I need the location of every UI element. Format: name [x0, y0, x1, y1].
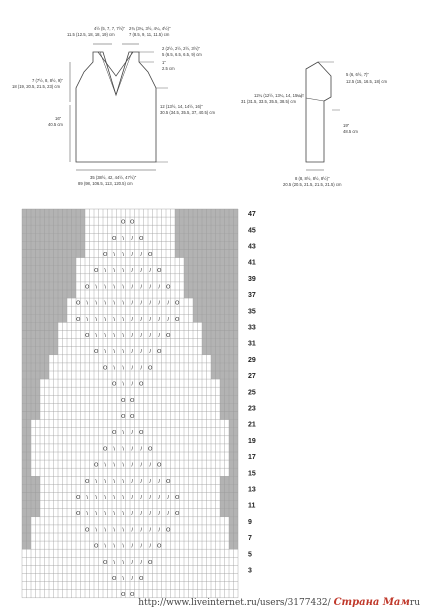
- stitch-symbol: /: [140, 349, 143, 356]
- vest-neck-depth-cm-label: 2.5 cm: [162, 66, 175, 71]
- stitch-symbol: /: [131, 365, 134, 372]
- stitch-symbol: /: [167, 316, 170, 323]
- stitch-symbol: \: [113, 268, 116, 275]
- stitch-symbol: O: [94, 349, 99, 356]
- row-number-label: 25: [248, 389, 256, 397]
- stitch-symbol: O: [148, 559, 153, 566]
- stitch-symbol: \: [113, 284, 116, 291]
- stitch-symbol: /: [131, 381, 134, 388]
- vest-top-width-label: 4½ (5, 7, 7, 7½)": [94, 26, 126, 31]
- stitch-symbol: O: [76, 494, 81, 501]
- stitch-symbol: /: [149, 300, 152, 307]
- stitch-symbol: \: [113, 332, 116, 339]
- stitch-symbol: /: [131, 430, 134, 437]
- stitch-symbol: O: [139, 430, 144, 437]
- row-number-label: 35: [248, 308, 256, 316]
- stitch-symbol: O: [121, 397, 126, 404]
- stitch-symbol: O: [139, 381, 144, 388]
- row-number-label: 5: [248, 551, 252, 559]
- vest-shoulder-drop-label: 2 (2½, 2½, 2½, 3½)": [162, 46, 201, 51]
- vest-neck-depth-label: 1": [162, 60, 166, 65]
- stitch-symbol: \: [113, 316, 116, 323]
- stitch-symbol: /: [140, 284, 143, 291]
- stitch-symbol: /: [149, 527, 152, 534]
- stitch-symbol: \: [104, 316, 107, 323]
- stitch-symbol: \: [86, 316, 89, 323]
- stitch-symbol: /: [149, 316, 152, 323]
- row-number-label: 41: [248, 259, 256, 267]
- stitch-symbol: /: [131, 494, 134, 501]
- stitch-symbol: /: [131, 235, 134, 242]
- stitch-symbol: \: [113, 300, 116, 307]
- row-number-label: 21: [248, 421, 256, 429]
- stitch-symbol: \: [122, 300, 125, 307]
- stitch-symbol: \: [122, 381, 125, 388]
- stitch-symbol: O: [85, 527, 90, 534]
- stitch-symbol: \: [95, 478, 98, 485]
- stitch-symbol: /: [158, 332, 161, 339]
- vest-hem-label: 35 (38½, 42, 44½, 47½)": [90, 175, 137, 180]
- row-number-label: 43: [248, 243, 256, 251]
- stitch-symbol: \: [122, 575, 125, 582]
- stitch-symbol: O: [157, 543, 162, 550]
- stitch-symbol: O: [175, 316, 180, 323]
- sleeve-cap-cm-label: 31 (31.5, 33.5, 35.5, 38.5) cm: [241, 99, 296, 104]
- stitch-symbol: O: [148, 365, 153, 372]
- stitch-symbol: \: [122, 543, 125, 550]
- row-number-label: 3: [248, 567, 252, 575]
- stitch-symbol: O: [175, 511, 180, 518]
- stitch-symbol: O: [103, 446, 108, 453]
- stitch-symbol: /: [158, 494, 161, 501]
- vest-length-label: 16": [55, 116, 62, 121]
- stitch-symbol: \: [113, 494, 116, 501]
- row-number-label: 37: [248, 292, 256, 300]
- stitch-symbol: /: [131, 559, 134, 566]
- stitch-symbol: \: [113, 527, 116, 534]
- row-number-label: 29: [248, 356, 256, 364]
- stitch-symbol: \: [95, 300, 98, 307]
- stitch-symbol: /: [140, 511, 143, 518]
- stitch-symbol: \: [122, 511, 125, 518]
- stitch-symbol: \: [113, 543, 116, 550]
- stitch-symbol: /: [140, 543, 143, 550]
- row-number-label: 33: [248, 324, 256, 332]
- stitch-symbol: \: [113, 511, 116, 518]
- vest-length-cm-label: 40.5 cm: [48, 122, 63, 127]
- stitch-symbol: \: [86, 494, 89, 501]
- stitch-symbol: O: [130, 219, 135, 226]
- stitch-symbol: /: [140, 462, 143, 469]
- stitch-symbol: O: [148, 446, 153, 453]
- stitch-symbol: \: [122, 251, 125, 258]
- stitch-symbol: /: [140, 527, 143, 534]
- stitch-symbol: /: [140, 559, 143, 566]
- stitch-symbol: /: [140, 446, 143, 453]
- vest-front-width-label: 12 (13½, 14, 14½, 16)": [160, 104, 203, 109]
- stitch-symbol: /: [158, 478, 161, 485]
- stitch-symbol: O: [112, 235, 117, 242]
- vest-hem-cm-label: 89 (98, 106.5, 113, 120.5) cm: [78, 181, 133, 186]
- stitch-symbol: O: [139, 575, 144, 582]
- stitch-symbol: \: [104, 300, 107, 307]
- stitch-symbol: O: [103, 559, 108, 566]
- stitch-symbol: /: [131, 316, 134, 323]
- stitch-symbol: O: [85, 332, 90, 339]
- sleeve-length-cm-label: 48.5 cm: [343, 129, 358, 134]
- stitch-symbol: /: [149, 543, 152, 550]
- stitch-symbol: \: [122, 478, 125, 485]
- stitch-symbol: O: [130, 592, 135, 599]
- stitch-symbol: \: [122, 462, 125, 469]
- stitch-symbol: \: [113, 365, 116, 372]
- stitch-symbol: O: [157, 462, 162, 469]
- row-number-label: 45: [248, 227, 256, 235]
- stitch-symbol: \: [104, 527, 107, 534]
- vest-schematic: [70, 44, 168, 170]
- stitch-symbol: \: [113, 559, 116, 566]
- stitch-symbol: O: [94, 462, 99, 469]
- vest-shoulder-cm-label: 7 (8.5, 9, 11, 11.5) cm: [129, 32, 170, 37]
- sleeve-top-cm-label: 12.5 (15, 16.5, 18) cm: [346, 79, 387, 84]
- stitch-symbol: O: [175, 300, 180, 307]
- vest-armhole-cm-label: 18 (19, 20.5, 21.5, 23) cm: [12, 84, 60, 89]
- stitch-symbol: O: [112, 381, 117, 388]
- stitch-symbol: /: [149, 332, 152, 339]
- stitch-symbol: /: [167, 511, 170, 518]
- stitch-symbol: \: [104, 478, 107, 485]
- stitch-symbol: O: [130, 397, 135, 404]
- stitch-symbol: \: [95, 316, 98, 323]
- row-number-label: 15: [248, 470, 256, 478]
- vest-shoulder-drop-cm-label: 5 (6.5, 6.5, 6.5, 9) cm: [162, 52, 202, 57]
- stitch-symbol: /: [131, 284, 134, 291]
- stitch-symbol: O: [76, 511, 81, 518]
- stitch-symbol: /: [131, 511, 134, 518]
- stitch-symbol: \: [104, 332, 107, 339]
- stitch-symbol: /: [149, 494, 152, 501]
- stitch-symbol: \: [104, 494, 107, 501]
- stitch-symbol: \: [122, 494, 125, 501]
- row-number-column: [248, 211, 256, 574]
- vest-shoulder-label: 2¾ (3¼, 3½, 4¼, 4½)": [129, 26, 171, 31]
- stitch-symbol: /: [149, 462, 152, 469]
- stitch-symbol: \: [95, 511, 98, 518]
- garment-schematic: [0, 0, 424, 200]
- stitch-symbol: /: [158, 300, 161, 307]
- stitch-symbol: \: [95, 527, 98, 534]
- stitch-symbol: O: [148, 251, 153, 258]
- stitch-symbol: /: [158, 284, 161, 291]
- stitch-symbol: /: [149, 284, 152, 291]
- stitch-symbol: \: [122, 559, 125, 566]
- stitch-symbol: /: [140, 365, 143, 372]
- stitch-symbol: \: [122, 284, 125, 291]
- stitch-symbol: /: [131, 446, 134, 453]
- stitch-symbol: \: [122, 365, 125, 372]
- stitch-symbol: O: [121, 219, 126, 226]
- stitch-symbol: /: [131, 268, 134, 275]
- stitch-symbol: O: [166, 478, 171, 485]
- vest-armhole-label: 7 (7½, 8, 8½, 9)": [32, 78, 64, 83]
- stitch-symbol: /: [167, 300, 170, 307]
- stitch-symbol: /: [140, 300, 143, 307]
- stitch-symbol: /: [140, 332, 143, 339]
- row-number-label: 9: [248, 518, 252, 526]
- sleeve-cuff-label: 8 (8, 8½, 8½, 8½)": [295, 176, 330, 181]
- stitch-symbol: \: [104, 268, 107, 275]
- row-number-label: 11: [248, 502, 256, 510]
- stitch-symbol: O: [157, 349, 162, 356]
- stitch-symbol: O: [157, 268, 162, 275]
- stitch-symbol: O: [166, 332, 171, 339]
- stitch-symbol: O: [139, 235, 144, 242]
- site-watermark: [138, 597, 420, 608]
- stitch-symbol: \: [104, 511, 107, 518]
- sleeve-top-label: 5 (6, 6½, 7)": [346, 72, 369, 77]
- stitch-symbol: \: [122, 235, 125, 242]
- stitch-symbol: \: [95, 332, 98, 339]
- stitch-symbol: O: [85, 284, 90, 291]
- stitch-symbol: O: [76, 300, 81, 307]
- stitch-symbol: \: [122, 446, 125, 453]
- stitch-symbol: /: [140, 251, 143, 258]
- stitch-symbol: /: [149, 511, 152, 518]
- stitch-symbol: O: [166, 527, 171, 534]
- knitting-chart: [0, 200, 424, 610]
- stitch-symbol: /: [131, 462, 134, 469]
- stitch-symbol: /: [158, 511, 161, 518]
- sleeve-schematic: [297, 62, 340, 170]
- stitch-symbol: /: [131, 332, 134, 339]
- stitch-symbol: /: [131, 300, 134, 307]
- vest-top-width-cm-label: 11.5 (12.5, 18, 18, 19) cm: [67, 32, 115, 37]
- stitch-symbol: O: [85, 478, 90, 485]
- stitch-symbol: /: [131, 349, 134, 356]
- row-number-label: 7: [248, 535, 252, 543]
- row-number-label: 27: [248, 373, 256, 381]
- stitch-symbol: \: [122, 430, 125, 437]
- stitch-symbol: \: [122, 527, 125, 534]
- stitch-symbol: \: [86, 300, 89, 307]
- stitch-symbol: O: [130, 413, 135, 420]
- stitch-symbol: O: [112, 430, 117, 437]
- stitch-symbol: \: [122, 268, 125, 275]
- stitch-symbol: \: [104, 349, 107, 356]
- stitch-symbol: /: [158, 316, 161, 323]
- stitch-symbol: O: [121, 413, 126, 420]
- stitch-symbol: O: [121, 592, 126, 599]
- stitch-symbol: \: [95, 284, 98, 291]
- stitch-symbol: \: [122, 349, 125, 356]
- sleeve-cuff-cm-label: 20.5 (20.5, 21.5, 21.5, 21.5) cm: [283, 182, 342, 187]
- stitch-symbol: /: [158, 527, 161, 534]
- stitch-symbol: \: [104, 284, 107, 291]
- row-number-label: 13: [248, 486, 256, 494]
- watermark-url: http://www.liveinternet.ru/users/3177432/: [138, 598, 331, 608]
- stitch-symbol: \: [113, 478, 116, 485]
- stitch-symbol: O: [175, 494, 180, 501]
- stitch-symbol: O: [94, 543, 99, 550]
- sleeve-length-label: 19": [343, 123, 350, 128]
- vest-front-width-cm-label: 30.5 (34.5, 35.5, 37, 40.5) cm: [160, 110, 215, 115]
- row-number-label: 47: [248, 211, 256, 219]
- watermark-brand-suffix: ru: [409, 598, 420, 608]
- stitch-symbol: \: [95, 494, 98, 501]
- sleeve-cap-label: 12¼ (12½, 13¼, 14, 15¼)": [254, 93, 304, 98]
- stitch-symbol: \: [113, 446, 116, 453]
- row-number-label: 39: [248, 275, 256, 283]
- stitch-symbol: O: [76, 316, 81, 323]
- stitch-symbol: \: [113, 349, 116, 356]
- stitch-symbol: /: [167, 494, 170, 501]
- stitch-symbol: /: [131, 527, 134, 534]
- stitch-symbol: /: [131, 543, 134, 550]
- stitch-symbol: /: [131, 251, 134, 258]
- row-number-label: 19: [248, 437, 256, 445]
- row-number-label: 17: [248, 454, 256, 462]
- watermark-brand: Страна Мам: [333, 597, 410, 608]
- stitch-symbol: /: [140, 316, 143, 323]
- stitch-symbol: /: [149, 349, 152, 356]
- stitch-symbol: \: [113, 462, 116, 469]
- stitch-symbol: /: [131, 478, 134, 485]
- row-number-label: 31: [248, 340, 256, 348]
- stitch-symbol: O: [94, 268, 99, 275]
- stitch-symbol: \: [104, 462, 107, 469]
- row-number-label: 23: [248, 405, 256, 413]
- stitch-symbol: \: [86, 511, 89, 518]
- stitch-symbol: \: [104, 543, 107, 550]
- stitch-symbol: O: [103, 365, 108, 372]
- stitch-symbol: /: [140, 478, 143, 485]
- stitch-symbol: /: [140, 268, 143, 275]
- stitch-symbol: \: [122, 316, 125, 323]
- stitch-symbol: /: [149, 268, 152, 275]
- stitch-symbol: O: [112, 575, 117, 582]
- stitch-symbol: O: [166, 284, 171, 291]
- stitch-symbol: /: [149, 478, 152, 485]
- stitch-symbol: /: [131, 575, 134, 582]
- stitch-symbol: \: [122, 332, 125, 339]
- stitch-symbol: O: [103, 251, 108, 258]
- stitch-symbol: \: [113, 251, 116, 258]
- stitch-symbol: /: [140, 494, 143, 501]
